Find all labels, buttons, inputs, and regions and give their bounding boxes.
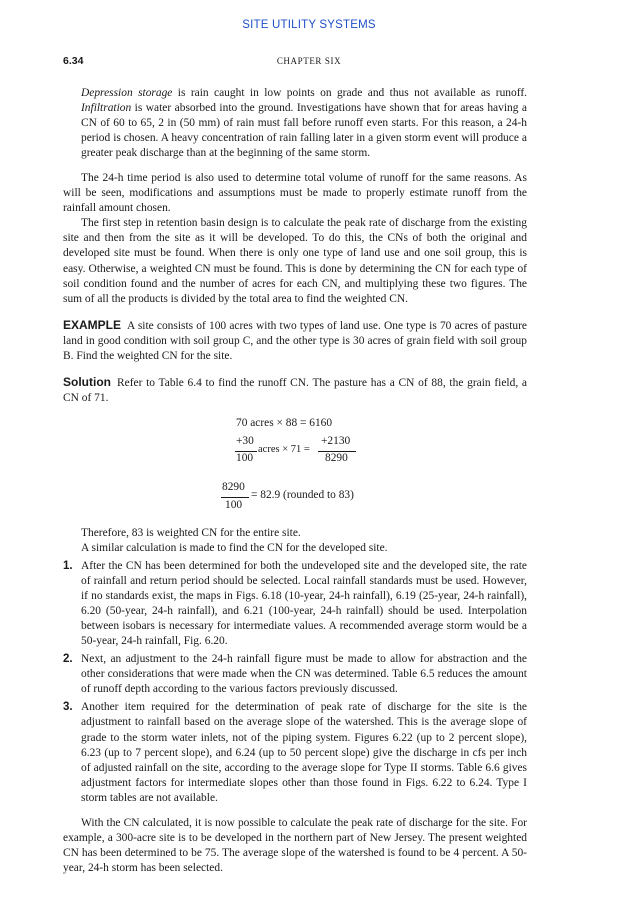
closing-paragraph: With the CN calculated, it is now possible to calculate the peak rate of discharge for the site. For example, a 300-acre site is to be developed in the northern part of New Jersey. The present weighted CN has been determined to be 75. The average slope of the watershed is found to be 4 percent. A 50-year, 24-h storm has been selected. xyxy=(63,816,527,874)
solution-text: Refer to Table 6.4 to find the runoff CN. The pasture has a CN of 88, the grain field, a CN of 71. xyxy=(63,376,527,404)
list-item xyxy=(63,559,527,649)
calc-product-grain: +2130 xyxy=(321,434,351,447)
step-number: 1. xyxy=(63,559,73,572)
result-sentence: Therefore, 83 is weighted CN for the entire site. xyxy=(81,526,301,539)
paragraph-first-step: The first step in retention basin design is to calculate the peak rate of discharge from the existing site and then from the site as it will be developed. To do this, the CNs of both the original and developed site must be found. When there is only one type of land use and one soil group, this is easy. Otherwise, a weighted CN must be found. This is done by determining the CN for each type of soil condition found and the number of acres for each CN, and multiplying these two figures. The sum of all the products is divided by the total area to find the weighted CN. xyxy=(63,217,527,305)
chapter-heading: CHAPTER SIX xyxy=(276,56,342,66)
calc-fraction-denominator: 100 xyxy=(236,451,254,464)
step-number: 3. xyxy=(63,701,73,714)
term-depression-storage: Depression storage xyxy=(81,87,173,99)
calc-division-result: = 82.9 (rounded to 83) xyxy=(251,488,354,501)
calc-sum: 8290 xyxy=(325,451,348,464)
paragraph-time-period: The 24-h time period is also used to determine total volume of runoff for the same reasons. As will be seen, modifications and assumptions must be made to properly estimate runoff from the rainfall amount chosen. xyxy=(63,172,527,215)
procedure-steps-list xyxy=(63,559,527,806)
step-text: After the CN has been determined for both the undeveloped site and the developed site, the rate of rainfall and return period should be selected. Local rainfall standards must be used. However, if no standards exist, the maps in Figs. 6.18 (10-year, 24-h rainfall), 6.19 (25-year, 24-h rainfall), 6.20 (50-year, 24-h rainfall), and 6.21 (100-year, 24-h rainfall) should be used. Interpolation between isobars is necessary for intermediate values. A recommended average storm would be a 50-year, 24-h rainfall, Fig. 6.20. xyxy=(81,559,527,648)
list-item xyxy=(63,652,527,697)
weighted-cn-calculation xyxy=(63,416,527,526)
example-text: A site consists of 100 acres with two types of land use. One type is 70 acres of pasture land in good condition with soil group C, and the other type is 30 acres of grain field with soil group B. Find the weighted CN for the site. xyxy=(63,319,527,362)
example-paragraph xyxy=(63,318,527,364)
page-body xyxy=(63,86,527,876)
list-item xyxy=(63,700,527,805)
calc-fraction-numerator: +30 xyxy=(236,434,254,447)
calc-division-denominator: 100 xyxy=(225,498,243,511)
example-label: EXAMPLE xyxy=(63,317,122,332)
page-number: 6.34 xyxy=(63,55,84,67)
solution-paragraph xyxy=(63,375,527,406)
step-text: Another item required for the determination of peak rate of discharge for the site is the adjustment to rainfall based on the average slope of the watershed. This is the average slope of grade to the storm water inlets, not of the piping system. Figures 6.22 (up to 2 percent slope), 6.23 (up to 7 percent slope), and 6.24 (up to 50 percent slope) give the discharge in cfs per inch of adjusted rainfall on the site, according to the average slope for Type II storms. Table 6.6 gives adjustment factors for intermediate slopes other than those found in Figs. 6.22 to 6.24. Type I storm tables are not available. xyxy=(81,701,527,804)
developed-site-sentence: A similar calculation is made to find the CN for the developed site. xyxy=(81,541,388,554)
intro-paragraph: Depression storage is rain caught in low points on grade and thus not available as runoff. Infiltration is water absorbed into the ground. Investigations have shown that for areas having a CN of 60 to 65, 2 in (50 mm) of rain must fall before runoff even starts. For this reason, a 24-h period is chosen. A heavy concentration of rain falling later in a given storm event will produce a greater peak discharge than at the beginning of the same storm. xyxy=(81,87,527,160)
term-infiltration: Infiltration xyxy=(81,102,132,115)
step-text: Next, an adjustment to the 24-h rainfall figure must be made to allow for abstraction and the other considerations that were made when the CN was determined. Table 6.5 reduces the amount of runoff depth according to the various factors previously discussed. xyxy=(81,653,527,696)
running-head-title: SITE UTILITY SYSTEMS xyxy=(242,19,376,31)
step-number: 2. xyxy=(63,653,73,666)
calc-division-numerator: 8290 xyxy=(222,480,245,493)
calc-line-pasture: 70 acres × 88 = 6160 xyxy=(236,416,333,429)
solution-label: Solution xyxy=(63,374,111,389)
calc-fraction-middle: acres × 71 = xyxy=(258,443,310,455)
